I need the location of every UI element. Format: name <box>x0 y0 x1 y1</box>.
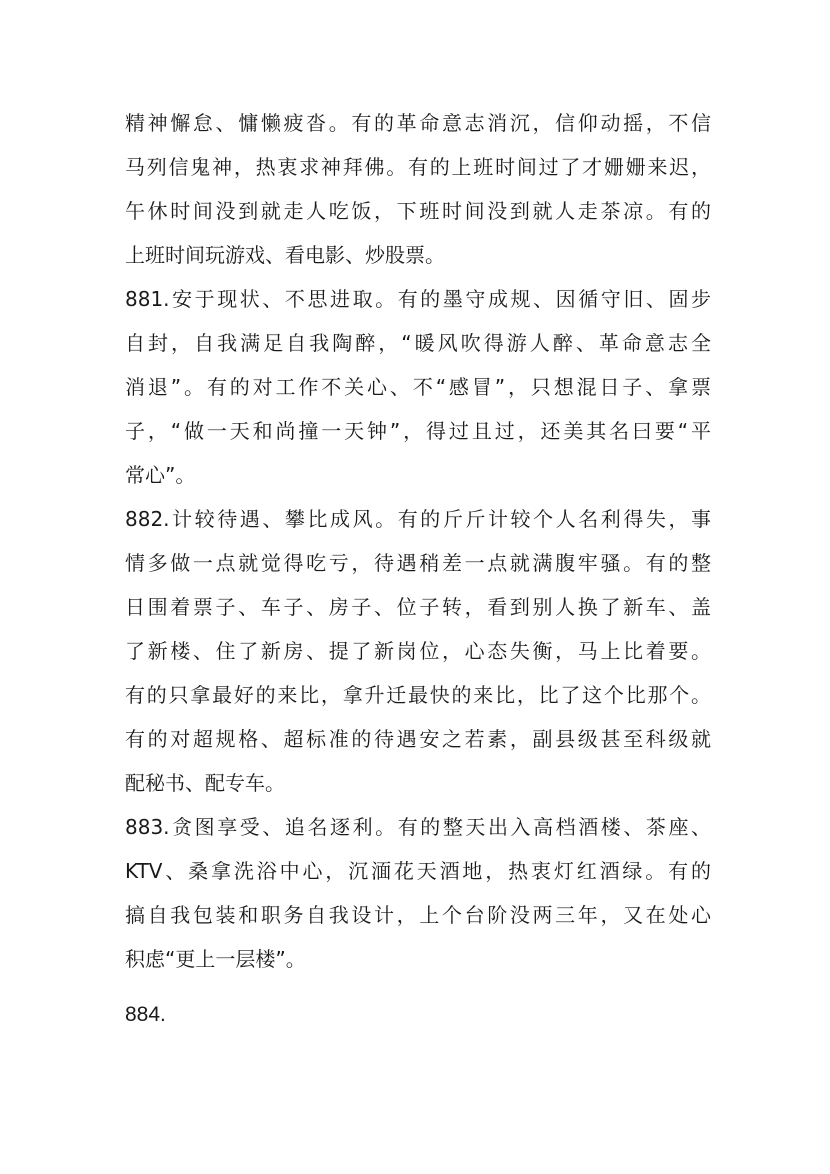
text-line: 消退”。有的对工作不关心、不“感冒”，只想混日子、拿票 <box>125 375 711 399</box>
document-body <box>125 101 711 1037</box>
paragraph-880-continued <box>125 101 711 277</box>
text-line: 积虑“更上一层楼”。 <box>125 947 306 971</box>
paragraph-884-number: 884. <box>125 1003 166 1026</box>
text-line: 882.计较待遇、攀比成风。有的斤斤计较个人名利得失，事 <box>125 507 711 531</box>
paragraph-882 <box>125 497 711 805</box>
text-line: 日围着票子、车子、房子、位子转，看到别人换了新车、盖 <box>125 595 711 619</box>
text-line: 883.贪图享受、追名逐利。有的整天出入高档酒楼、茶座、 <box>125 815 711 839</box>
text-line: KTV、桑拿洗浴中心，沉湎花天酒地，热衷灯红酒绿。有的 <box>125 859 711 883</box>
text-line: 情多做一点就觉得吃亏，待遇稍差一点就满腹牢骚。有的整 <box>125 551 711 575</box>
text-line: 881.安于现状、不思进取。有的墨守成规、因循守旧、固步 <box>125 287 711 311</box>
text-line: 有的只拿最好的来比，拿升迁最快的来比，比了这个比那个。 <box>125 683 711 707</box>
text-line: 上班时间玩游戏、看电影、炒股票。 <box>125 243 445 267</box>
paragraph-881 <box>125 277 711 497</box>
text-line: 常心”。 <box>125 463 196 487</box>
text-line: 了新楼、住了新房、提了新岗位，心态失衡，马上比着要。 <box>125 639 711 663</box>
text-line: 子，“做一天和尚撞一天钟”，得过且过，还美其名曰要“平 <box>125 419 711 443</box>
text-line: 搞自我包装和职务自我设计，上个台阶没两三年，又在处心 <box>125 903 711 927</box>
text-line: 精神懈怠、慵懒疲沓。有的革命意志消沉，信仰动摇，不信 <box>125 111 711 135</box>
text-line: 午休时间没到就走人吃饭，下班时间没到就人走茶凉。有的 <box>125 199 711 223</box>
text-line: 有的对超规格、超标准的待遇安之若素，副县级甚至科级就 <box>125 727 711 751</box>
paragraph-883 <box>125 805 711 981</box>
text-line: 马列信鬼神，热衷求神拜佛。有的上班时间过了才姗姗来迟， <box>125 155 711 179</box>
text-line: 配秘书、配专车。 <box>125 771 285 795</box>
text-line: 自封，自我满足自我陶醉，“暖风吹得游人醉、革命意志全 <box>125 331 711 355</box>
